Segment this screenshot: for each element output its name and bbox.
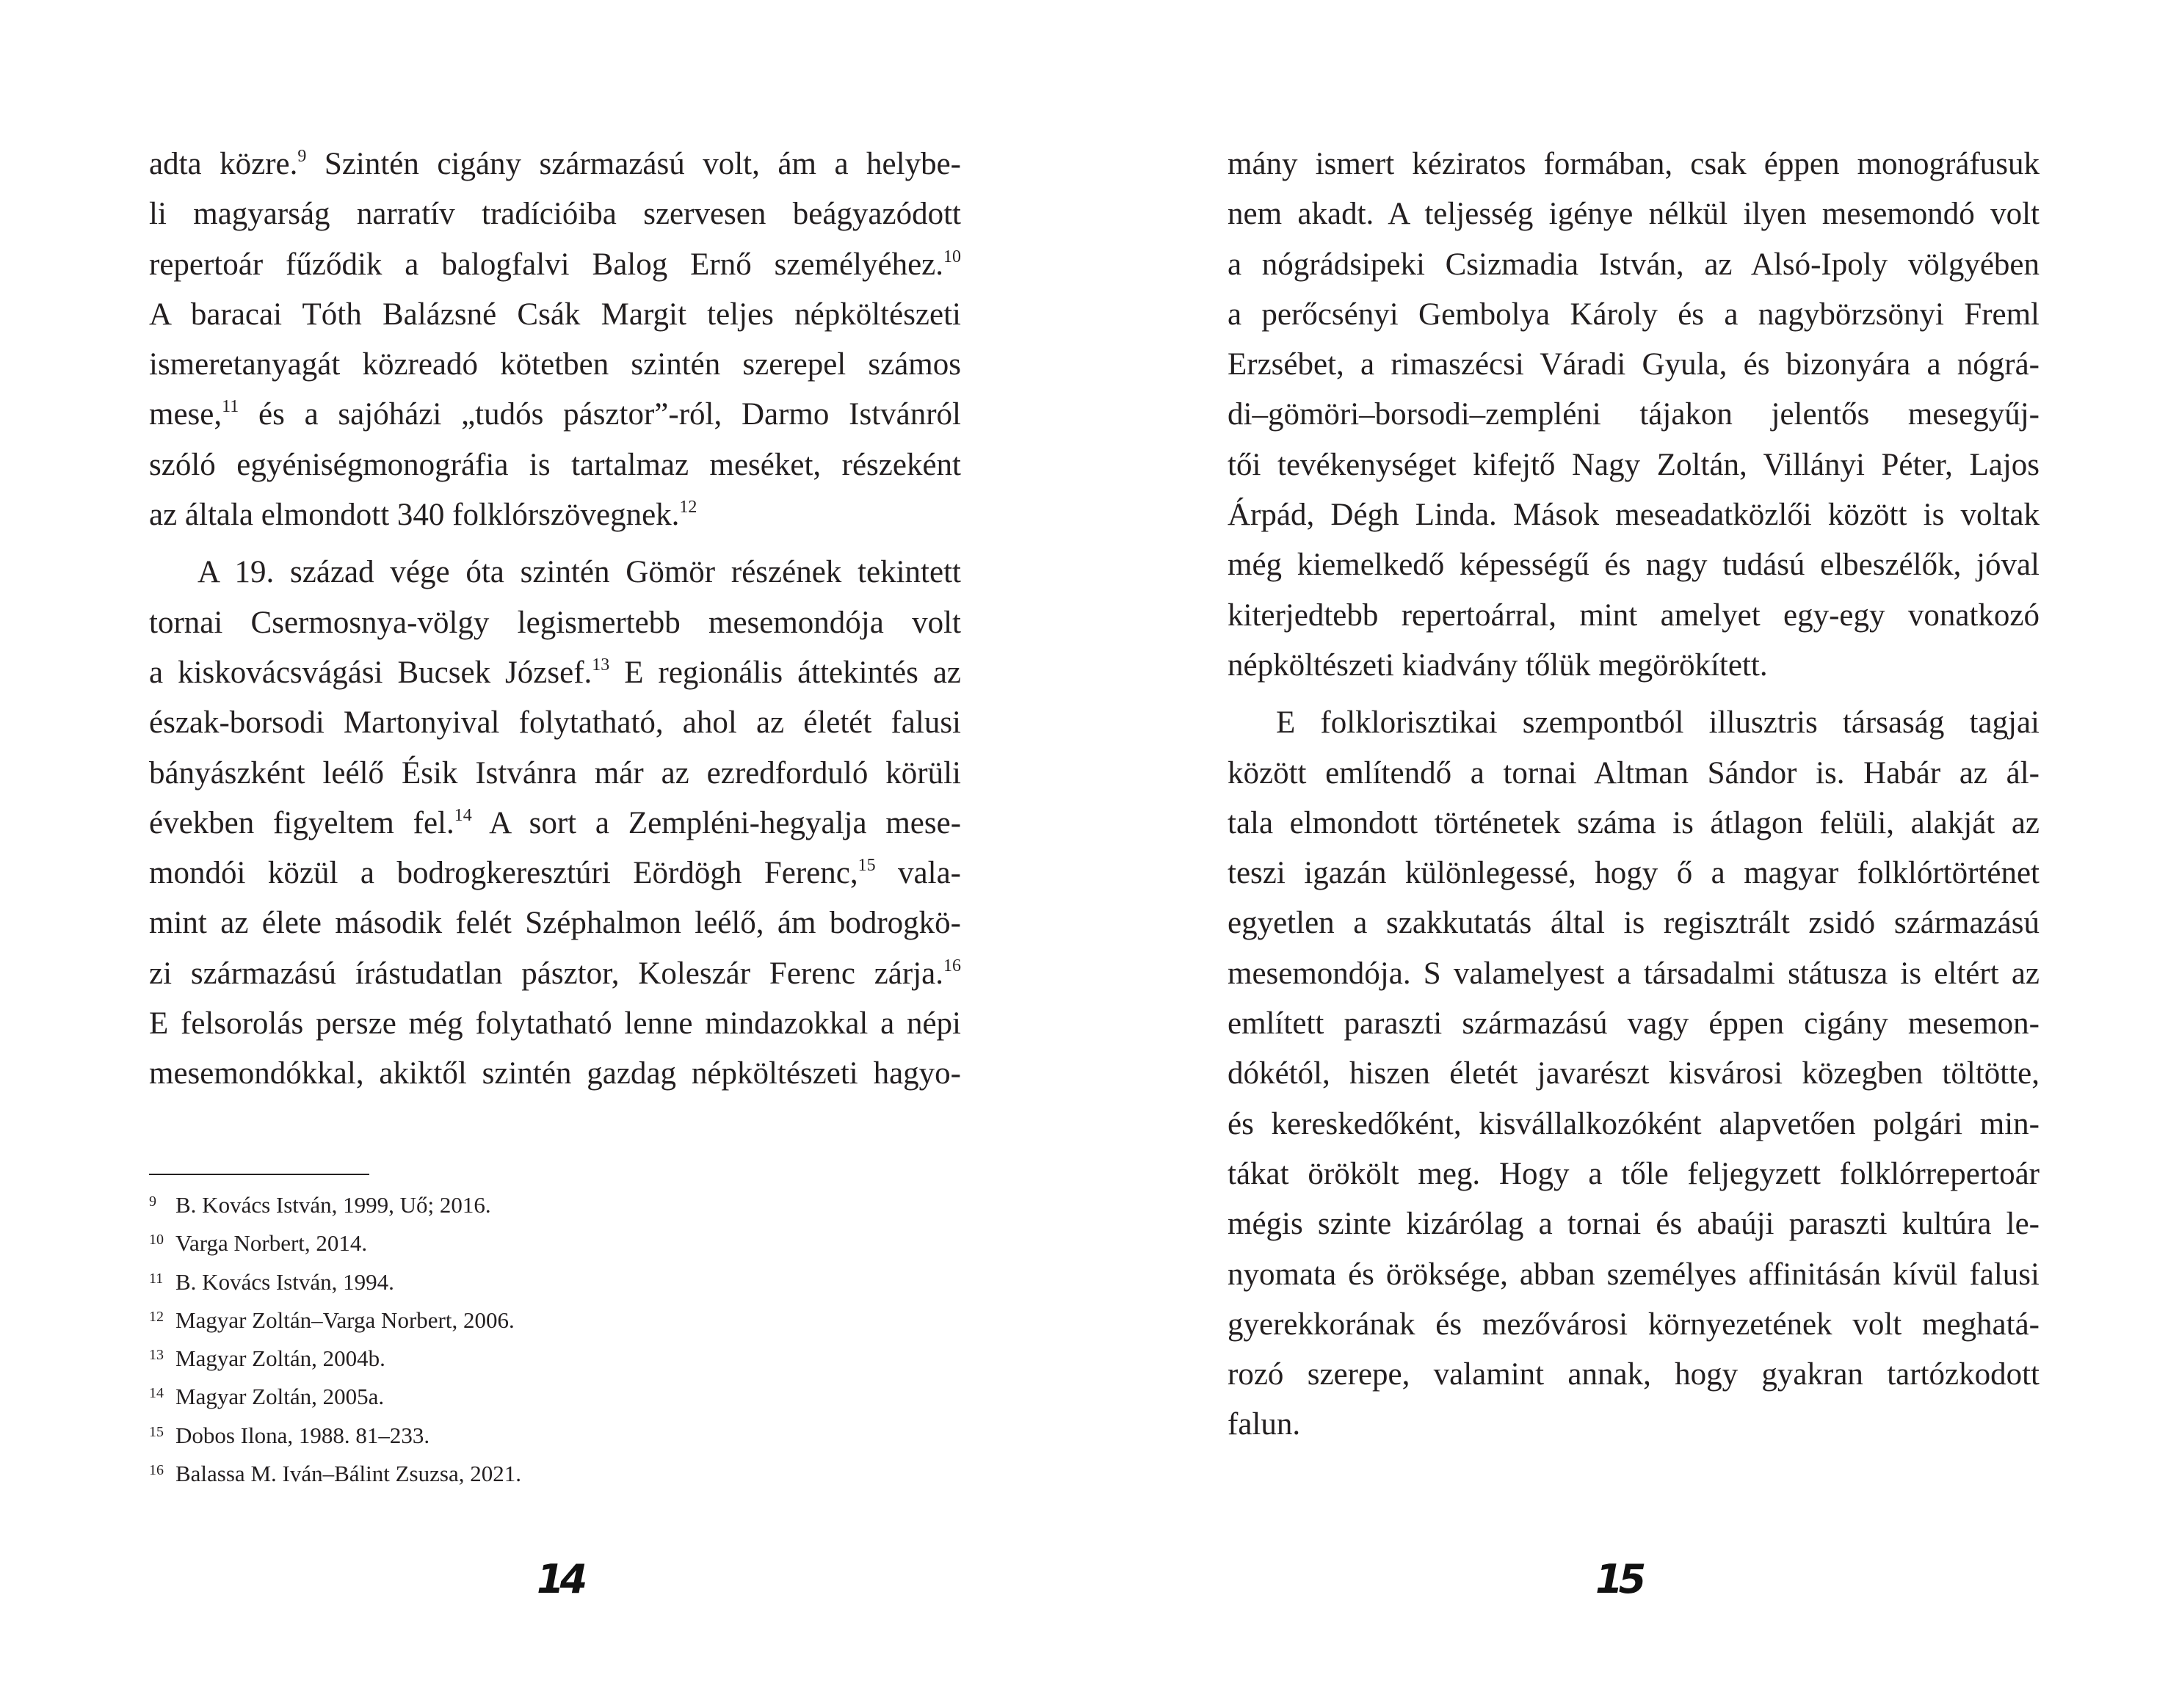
text-line bbox=[1228, 1250, 2040, 1300]
text-line bbox=[1228, 1100, 2040, 1149]
text-line bbox=[149, 490, 961, 540]
text-line bbox=[1228, 799, 2040, 848]
footnote-reference: 11 bbox=[222, 397, 239, 417]
text-run: zi származású írástudatlan pásztor, Koleszár Ferenc zárja. bbox=[149, 956, 943, 991]
footnote-reference: 12 bbox=[679, 498, 697, 517]
text-line bbox=[1228, 139, 2040, 189]
text-line bbox=[1228, 898, 2040, 948]
text-run: mégis szinte kizárólag a tornai és abaúji paraszti kultúra le- bbox=[1228, 1207, 2040, 1242]
footnote-reference: 13 bbox=[592, 655, 610, 675]
page-number-left: 14 bbox=[537, 1556, 584, 1602]
text-line bbox=[149, 290, 961, 340]
text-line bbox=[149, 240, 961, 290]
text-line bbox=[1228, 440, 2040, 490]
text-line bbox=[1228, 390, 2040, 440]
text-run: gyerekkorának és mezővárosi környezetének volt meghatá- bbox=[1228, 1307, 2040, 1342]
footnote-item bbox=[149, 1451, 883, 1489]
footnote-number: 16 bbox=[149, 1462, 164, 1479]
text-run: di–gömöri–borsodi–zempléni tájakon jelentős mesegyűj- bbox=[1228, 397, 2040, 432]
text-line bbox=[149, 390, 961, 440]
footnote-item bbox=[149, 1182, 883, 1221]
text-line bbox=[1228, 749, 2040, 799]
footnote-reference: 14 bbox=[454, 805, 472, 825]
text-run: Szintén cigány származású volt, ám a helybe- bbox=[306, 147, 961, 181]
text-run: repertoár fűződik a balogfalvi Balog Ernő személyéhez. bbox=[149, 247, 943, 282]
text-run: E regionális áttekintés az bbox=[609, 655, 961, 690]
text-line bbox=[149, 848, 961, 898]
footnote-item bbox=[149, 1298, 883, 1336]
paragraph-break bbox=[1228, 691, 2040, 698]
text-run: mese, bbox=[149, 397, 222, 432]
text-line bbox=[1228, 290, 2040, 340]
text-run: és kereskedőként, kisvállalkozóként alapvetően polgári min- bbox=[1228, 1106, 2040, 1141]
text-run: még kiemelkedő képességű és nagy tudású elbeszélők, jóval bbox=[1228, 548, 2040, 583]
text-run: tákat örökölt meg. Hogy a tőle feljegyzett folklórrepertoár bbox=[1228, 1156, 2040, 1191]
footnote-number: 15 bbox=[149, 1423, 164, 1440]
footnote-number: 10 bbox=[149, 1232, 164, 1249]
text-run: A baracai Tóth Balázsné Csák Margit teljes népköltészeti bbox=[149, 297, 961, 332]
text-run: vala- bbox=[875, 856, 961, 891]
text-run: falun. bbox=[1228, 1407, 1301, 1442]
footnote-number: 13 bbox=[149, 1347, 164, 1364]
text-run: dókétól, hiszen életét javarészt kisvárosi közegben töltötte, bbox=[1228, 1056, 2040, 1091]
footnote-item bbox=[149, 1260, 883, 1298]
text-line bbox=[1228, 999, 2040, 1049]
text-run: rozó szerepe, valamint annak, hogy gyakran tartózkodott bbox=[1228, 1357, 2040, 1392]
text-line bbox=[1228, 1149, 2040, 1199]
text-run: nyomata és öröksége, abban személyes affinitásán kívül falusi bbox=[1228, 1257, 2040, 1292]
text-run: években figyeltem fel. bbox=[149, 805, 454, 840]
text-line bbox=[149, 440, 961, 490]
text-line bbox=[1228, 1300, 2040, 1350]
footnote-reference: 9 bbox=[297, 147, 307, 166]
text-run: tala elmondott történetek száma is átlagon felüli, alakját az bbox=[1228, 805, 2040, 840]
text-run: az általa elmondott 340 folklórszövegnek. bbox=[149, 498, 680, 533]
footnote-reference: 15 bbox=[858, 856, 876, 876]
text-run: a perőcsényi Gembolya Károly és a nagybörzsönyi Freml bbox=[1228, 297, 2040, 332]
footnote-text: Balassa M. Iván–Bálint Zsuzsa, 2021. bbox=[175, 1461, 521, 1487]
text-line bbox=[149, 698, 961, 748]
text-line bbox=[149, 139, 961, 189]
text-run: E felsorolás persze még folytatható lenne mindazokkal a népi bbox=[149, 1006, 961, 1042]
footnote-text: Magyar Zoltán–Varga Norbert, 2006. bbox=[175, 1307, 515, 1333]
footnote-item bbox=[149, 1374, 883, 1412]
footnote-number: 11 bbox=[149, 1270, 164, 1287]
text-run: adta közre. bbox=[149, 147, 298, 181]
text-line bbox=[1228, 340, 2040, 390]
text-line bbox=[1228, 240, 2040, 290]
text-line bbox=[1228, 591, 2040, 641]
paragraph-break bbox=[149, 540, 961, 548]
right-body-text bbox=[1228, 139, 2040, 1450]
text-run: a kiskovácsvágási Bucsek József. bbox=[149, 655, 592, 690]
text-line bbox=[149, 340, 961, 390]
text-line bbox=[1228, 1350, 2040, 1400]
text-run: A 19. század vége óta szintén Gömör részének tekintett bbox=[197, 555, 961, 590]
text-run: mesemondója. S valamelyest a társadalmi státusza is eltért az bbox=[1228, 956, 2040, 991]
text-run: bányászként leélő Ésik Istvánra már az ezredforduló körüli bbox=[149, 755, 961, 791]
text-run: és a sajóházi „tudós pásztor”-ról, Darmo Istvánról bbox=[239, 397, 961, 432]
footnote-text: Varga Norbert, 2014. bbox=[175, 1230, 368, 1257]
text-run: népköltészeti kiadvány tőlük megörökített. bbox=[1228, 647, 1768, 683]
text-line bbox=[149, 1049, 961, 1099]
text-run: egyetlen a szakkutatás által is regisztrált zsidó származású bbox=[1228, 906, 2040, 941]
text-run: Árpád, Dégh Linda. Mások meseadatközlői között is voltak bbox=[1228, 498, 2040, 533]
text-line bbox=[1228, 698, 2040, 748]
text-line bbox=[1228, 641, 2040, 691]
text-line bbox=[149, 999, 961, 1049]
text-line bbox=[149, 648, 961, 698]
text-run: nem akadt. A teljesség igénye nélkül ilyen mesemondó volt bbox=[1228, 197, 2040, 232]
text-run: kiterjedtebb repertoárral, mint amelyet egy-egy vonatkozó bbox=[1228, 597, 2040, 633]
footnote-number: 14 bbox=[149, 1385, 164, 1402]
footnotes bbox=[149, 1182, 883, 1489]
text-run: tornai Csermosnya-völgy legismertebb mesemondója volt bbox=[149, 605, 961, 640]
text-line bbox=[1228, 1400, 2040, 1450]
footnote-text: Dobos Ilona, 1988. 81–233. bbox=[175, 1422, 430, 1448]
text-run: ismeretanyagát közreadó kötetben szintén szerepel számos bbox=[149, 347, 961, 382]
text-run: között említendő a tornai Altman Sándor is. Habár az ál- bbox=[1228, 755, 2040, 791]
text-line bbox=[1228, 189, 2040, 239]
text-run: tői tevékenységet kifejtő Nagy Zoltán, Villányi Péter, Lajos bbox=[1228, 447, 2040, 482]
text-run: mint az élete második felét Széphalmon leélő, ám bodrogkö- bbox=[149, 906, 961, 941]
text-run: E folklorisztikai szempontból illusztris társaság tagjai bbox=[1276, 705, 2040, 741]
footnote-text: Magyar Zoltán, 2005a. bbox=[175, 1384, 385, 1410]
text-line bbox=[1228, 1199, 2040, 1249]
footnote-text: Magyar Zoltán, 2004b. bbox=[175, 1345, 385, 1372]
text-line bbox=[149, 799, 961, 848]
footnote-item bbox=[149, 1413, 883, 1451]
text-run: li magyarság narratív tradícióiba szervesen beágyazódott bbox=[149, 197, 961, 232]
text-run: észak-borsodi Martonyival folytatható, ahol az életét falusi bbox=[149, 705, 961, 741]
text-line bbox=[1228, 490, 2040, 540]
text-line bbox=[149, 949, 961, 999]
text-run: a nógrádsipeki Csizmadia István, az Alsó-Ipoly völgyében bbox=[1228, 247, 2040, 282]
text-run: mány ismert kéziratos formában, csak éppen monográfusuk bbox=[1228, 147, 2040, 181]
text-line bbox=[1228, 1049, 2040, 1099]
text-run: említett paraszti származású vagy éppen cigány mesemon- bbox=[1228, 1006, 2040, 1042]
footnote-text: B. Kovács István, 1994. bbox=[175, 1268, 394, 1295]
footnote-item bbox=[149, 1221, 883, 1259]
text-run: mesemondókkal, akiktől szintén gazdag népköltészeti hagyo- bbox=[149, 1056, 961, 1091]
text-run: szóló egyéniségmonográfia is tartalmaz meséket, részeként bbox=[149, 447, 961, 482]
footnote-divider bbox=[149, 1174, 369, 1175]
footnote-number: 12 bbox=[149, 1308, 164, 1325]
footnote-text: B. Kovács István, 1999, Uő; 2016. bbox=[175, 1192, 491, 1218]
right-page bbox=[1084, 0, 2168, 1708]
footnote-number: 9 bbox=[149, 1193, 156, 1210]
text-run: A sort a Zempléni-hegyalja mese- bbox=[471, 805, 962, 840]
left-body-text bbox=[149, 139, 961, 1100]
page-number-right: 15 bbox=[1595, 1556, 1642, 1602]
text-line bbox=[1228, 848, 2040, 898]
footnote-item bbox=[149, 1336, 883, 1374]
text-run: Erzsébet, a rimaszécsi Váradi Gyula, és bizonyára a nógrá- bbox=[1228, 347, 2040, 382]
text-line bbox=[1228, 949, 2040, 999]
text-run: mondói közül a bodrogkeresztúri Eördögh Ferenc, bbox=[149, 856, 858, 891]
footnote-reference: 16 bbox=[943, 956, 961, 975]
text-line bbox=[149, 548, 961, 597]
text-run: teszi igazán különlegessé, hogy ő a magyar folklórtörténet bbox=[1228, 856, 2040, 891]
text-line bbox=[1228, 540, 2040, 590]
text-line bbox=[149, 189, 961, 239]
footnote-reference: 10 bbox=[943, 247, 961, 266]
text-line bbox=[149, 898, 961, 948]
text-line bbox=[149, 598, 961, 648]
text-line bbox=[149, 749, 961, 799]
